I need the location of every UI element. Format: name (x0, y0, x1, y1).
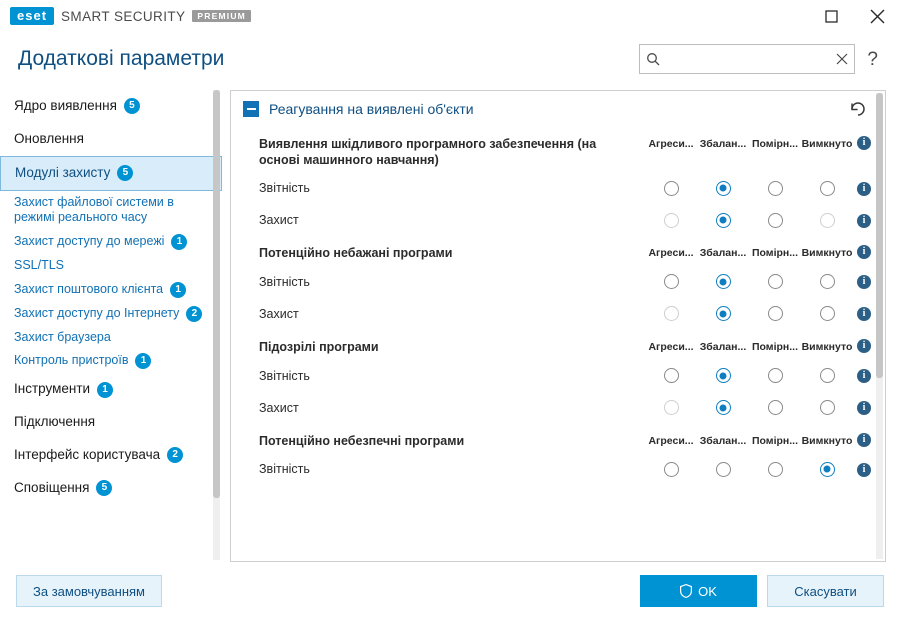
group-info-icon[interactable] (853, 432, 875, 447)
radio-cell-1[interactable] (697, 306, 749, 321)
info-icon-glyph: i (857, 307, 871, 321)
radio-button[interactable] (768, 368, 783, 383)
radio-cell-1[interactable] (697, 368, 749, 383)
sidebar-item-label: Підключення (14, 414, 96, 429)
search-area (639, 44, 882, 74)
info-icon-glyph: i (857, 463, 871, 477)
sidebar-scrollbar[interactable] (213, 90, 220, 560)
radio-cell-3[interactable] (801, 400, 853, 415)
radio-cell-3[interactable] (801, 213, 853, 228)
shield-icon (680, 584, 692, 598)
group-info-icon[interactable] (853, 338, 875, 353)
group-info-icon[interactable] (853, 244, 875, 259)
row-info-icon[interactable] (853, 368, 875, 383)
radio-cell-3[interactable] (801, 368, 853, 383)
radio-group (645, 181, 875, 196)
radio-button[interactable] (768, 400, 783, 415)
sidebar-item-badge: 1 (170, 282, 186, 298)
settings-row (245, 392, 875, 424)
radio-cell-0[interactable] (645, 213, 697, 228)
row-label: Захист (259, 400, 299, 415)
group-title: Підозрілі програми (259, 339, 379, 354)
radio-cell-2[interactable] (749, 181, 801, 196)
sidebar-item-badge: 5 (124, 98, 140, 114)
radio-button[interactable] (820, 274, 835, 289)
radio-button[interactable] (664, 368, 679, 383)
sidebar-item-badge: 5 (117, 165, 133, 181)
sidebar-item-label: Захист доступу до Інтернету (14, 305, 180, 320)
radio-cell-3[interactable] (801, 274, 853, 289)
column-header-3: Вимкнуто (801, 340, 853, 353)
sidebar-item-label: Інструменти (14, 381, 91, 397)
radio-button[interactable] (820, 462, 835, 477)
radio-cell-2[interactable] (749, 306, 801, 321)
column-header-2: Помірн... (751, 138, 798, 150)
radio-button[interactable] (820, 368, 835, 383)
eset-logo: eset (10, 7, 54, 25)
radio-button[interactable] (768, 306, 783, 321)
radio-cell-1[interactable] (697, 181, 749, 196)
column-header-2: Помірн... (751, 340, 798, 353)
maximize-icon[interactable] (808, 0, 854, 32)
radio-button[interactable] (820, 306, 835, 321)
edition-badge: PREMIUM (192, 10, 251, 23)
help-icon[interactable]: ? (867, 48, 878, 70)
radio-button[interactable] (768, 274, 783, 289)
sidebar-item-9[interactable] (0, 349, 222, 373)
column-header-1: Збалан... (699, 138, 747, 150)
ok-button-label: OK (698, 583, 717, 599)
section-header (231, 91, 885, 127)
radio-button[interactable] (820, 400, 835, 415)
radio-button[interactable] (820, 181, 835, 196)
sidebar-item-label: Захист доступу до мережі (14, 234, 165, 249)
info-icon-glyph: i (857, 369, 871, 383)
cancel-button[interactable]: Скасувати (767, 575, 884, 607)
settings-scroll-area (231, 91, 885, 561)
column-header-3: Вимкнуто (801, 138, 853, 150)
settings-groups (231, 127, 885, 485)
brand (10, 7, 251, 25)
row-label: Звітність (259, 181, 310, 196)
info-icon-glyph: i (857, 339, 871, 353)
sidebar-item-7[interactable] (0, 302, 222, 326)
radio-group (645, 462, 875, 477)
info-icon-glyph: i (857, 136, 871, 150)
group-header (245, 424, 875, 454)
settings-group (231, 424, 885, 486)
radio-cell-3[interactable] (801, 462, 853, 477)
sidebar-item-12[interactable] (0, 439, 222, 472)
settings-row (245, 453, 875, 485)
radio-cell-0[interactable] (645, 274, 697, 289)
sidebar-item-5[interactable] (0, 254, 222, 278)
column-header-1: Збалан... (699, 247, 747, 260)
radio-cell-2[interactable] (749, 274, 801, 289)
column-header-1: Збалан... (699, 434, 747, 447)
group-title: Потенційно небажані програми (259, 246, 453, 261)
radio-cell-1[interactable] (697, 213, 749, 228)
close-icon[interactable] (854, 0, 900, 32)
ok-button[interactable] (640, 575, 757, 607)
info-icon-glyph: i (857, 433, 871, 447)
collapse-icon[interactable] (243, 101, 259, 117)
sidebar-item-label: Модулі захисту (15, 164, 111, 180)
sidebar-item-badge: 5 (96, 480, 112, 496)
settings-row (245, 266, 875, 298)
sidebar-item-3[interactable] (0, 191, 222, 230)
row-info-icon[interactable] (853, 213, 875, 228)
radio-group (645, 400, 875, 415)
radio-cell-2[interactable] (749, 368, 801, 383)
sidebar-item-badge: 1 (97, 382, 113, 398)
row-info-icon[interactable] (853, 400, 875, 415)
sidebar-item-label: Захист браузера (14, 329, 111, 344)
sidebar-item-label: Захист поштового клієнта (14, 281, 164, 296)
column-header-0: Агреси... (648, 138, 694, 150)
sidebar-item-1[interactable] (0, 123, 222, 156)
radio-button[interactable] (716, 181, 731, 196)
group-header (245, 127, 875, 172)
column-header-0: Агреси... (648, 247, 694, 260)
content-scroll-thumb[interactable] (876, 93, 883, 378)
radio-group (645, 213, 875, 228)
column-headers (645, 432, 875, 447)
column-headers (645, 135, 875, 150)
info-icon-glyph: i (857, 245, 871, 259)
info-icon-glyph: i (857, 214, 871, 228)
sidebar-item-label: Сповіщення (14, 479, 90, 495)
radio-cell-2[interactable] (749, 400, 801, 415)
row-label: Звітність (259, 368, 310, 383)
radio-cell-0[interactable] (645, 400, 697, 415)
sidebar-item-badge: 1 (135, 353, 151, 369)
radio-cell-3[interactable] (801, 306, 853, 321)
sidebar-item-6[interactable] (0, 278, 222, 302)
radio-cell-2[interactable] (749, 462, 801, 477)
info-icon-glyph: i (857, 401, 871, 415)
column-headers (645, 338, 875, 353)
radio-group (645, 306, 875, 321)
settings-row (245, 172, 875, 204)
radio-button[interactable] (768, 462, 783, 477)
row-label: Звітність (259, 274, 310, 289)
sidebar-item-0[interactable] (0, 90, 222, 123)
defaults-button[interactable]: За замовчуванням (16, 575, 162, 607)
settings-panel (230, 90, 886, 562)
radio-button[interactable] (664, 274, 679, 289)
row-label: Захист (259, 306, 299, 321)
sidebar-item-badge: 2 (167, 447, 183, 463)
sidebar-scroll-thumb[interactable] (213, 90, 220, 498)
row-info-icon[interactable] (853, 306, 875, 321)
radio-button[interactable] (716, 213, 731, 228)
column-header-0: Агреси... (648, 434, 694, 447)
product-name: SMART SECURITY (61, 8, 186, 24)
main-body (0, 86, 900, 562)
search-icon (646, 52, 660, 66)
row-info-icon[interactable] (853, 181, 875, 196)
radio-button[interactable] (664, 462, 679, 477)
radio-cell-0[interactable] (645, 368, 697, 383)
sidebar-item-8[interactable] (0, 326, 222, 350)
radio-button[interactable] (716, 306, 731, 321)
search-input[interactable] (666, 51, 830, 67)
sidebar (0, 86, 222, 562)
row-info-icon[interactable] (853, 274, 875, 289)
sidebar-item-13[interactable] (0, 472, 222, 505)
radio-button[interactable] (716, 274, 731, 289)
row-label: Захист (259, 213, 299, 228)
radio-group (645, 368, 875, 383)
content-scrollbar[interactable] (876, 93, 883, 559)
column-header-3: Вимкнуто (801, 434, 853, 447)
radio-cell-1[interactable] (697, 400, 749, 415)
column-header-3: Вимкнуто (801, 247, 853, 260)
radio-button[interactable] (664, 181, 679, 196)
sidebar-item-label: Оновлення (14, 130, 84, 146)
info-icon-glyph: i (857, 275, 871, 289)
sidebar-item-label: SSL/TLS (14, 257, 65, 272)
page-header (0, 32, 900, 86)
radio-cell-1[interactable] (697, 274, 749, 289)
row-info-icon[interactable] (853, 462, 875, 477)
radio-group (645, 274, 875, 289)
row-label: Звітність (259, 462, 310, 477)
footer-bar (0, 562, 900, 620)
sidebar-item-4[interactable] (0, 230, 222, 254)
sidebar-item-badge: 2 (186, 306, 202, 322)
group-header (245, 236, 875, 266)
sidebar-nav (0, 90, 222, 505)
radio-button[interactable] (664, 213, 679, 228)
radio-button[interactable] (768, 181, 783, 196)
section-title: Реагування на виявлені об'єкти (269, 101, 474, 117)
clear-icon[interactable] (836, 53, 848, 65)
info-icon-glyph: i (857, 182, 871, 196)
radio-button[interactable] (716, 400, 731, 415)
sidebar-item-10[interactable] (0, 373, 222, 406)
sidebar-item-label: Інтерфейс користувача (14, 446, 161, 462)
search-box[interactable] (639, 44, 855, 74)
settings-row (245, 360, 875, 392)
radio-button[interactable] (664, 306, 679, 321)
radio-button[interactable] (664, 400, 679, 415)
sidebar-item-badge: 1 (171, 234, 187, 250)
group-title: Потенційно небезпечні програми (259, 433, 465, 448)
undo-icon[interactable] (849, 101, 873, 117)
radio-cell-0[interactable] (645, 462, 697, 477)
column-headers (645, 244, 875, 259)
column-header-1: Збалан... (699, 340, 747, 353)
sidebar-item-11[interactable] (0, 406, 222, 439)
sidebar-item-label: Захист файлової системи в режимі реального часу (14, 194, 174, 225)
radio-cell-3[interactable] (801, 181, 853, 196)
sidebar-item-label: Ядро виявлення (14, 98, 117, 113)
settings-group (231, 127, 885, 236)
settings-group (231, 236, 885, 330)
radio-button[interactable] (820, 213, 835, 228)
sidebar-item-2[interactable] (0, 156, 222, 191)
radio-button[interactable] (716, 368, 731, 383)
settings-row (245, 298, 875, 330)
group-title: Виявлення шкідливого програмного забезпечення (на основі машинного навчання) (259, 137, 597, 167)
sidebar-item-label: Контроль пристроїв (14, 353, 129, 368)
radio-button[interactable] (716, 462, 731, 477)
column-header-2: Помірн... (751, 247, 798, 260)
group-header (245, 330, 875, 360)
radio-cell-2[interactable] (749, 213, 801, 228)
settings-row (245, 204, 875, 236)
title-bar (0, 0, 900, 32)
group-info-icon[interactable] (853, 135, 875, 150)
radio-button[interactable] (768, 213, 783, 228)
radio-cell-0[interactable] (645, 306, 697, 321)
column-header-2: Помірн... (751, 434, 798, 447)
column-header-0: Агреси... (648, 340, 694, 353)
window-controls (808, 0, 900, 32)
radio-cell-1[interactable] (697, 462, 749, 477)
radio-cell-0[interactable] (645, 181, 697, 196)
settings-group (231, 330, 885, 424)
page-title: Додаткові параметри (18, 47, 225, 70)
